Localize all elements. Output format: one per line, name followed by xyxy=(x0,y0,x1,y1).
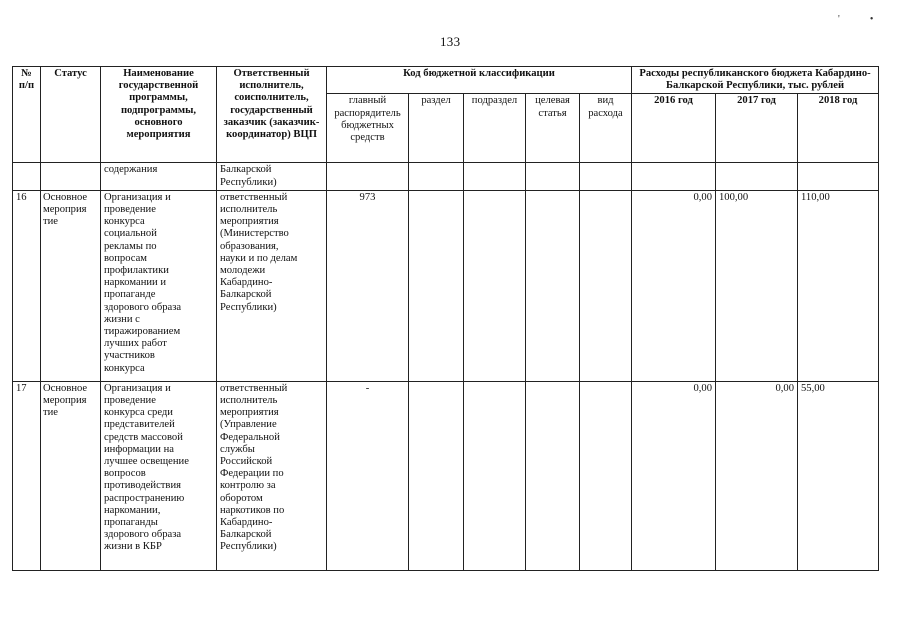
header-2017: 2017 год xyxy=(716,94,798,163)
cell-empty xyxy=(580,163,632,190)
header-target: целевая статья xyxy=(526,94,580,163)
header-expense-type: вид расхода xyxy=(580,94,632,163)
cell-empty xyxy=(41,163,101,190)
continuation-name: содержания xyxy=(101,163,217,190)
row-section xyxy=(409,190,464,381)
continuation-responsible: Балкарской Республики) xyxy=(217,163,327,190)
row-2017: 100,00 xyxy=(716,190,798,381)
header-budget-code: Код бюджетной классификации xyxy=(327,67,632,94)
cell-empty xyxy=(716,163,798,190)
row-grbs: 973 xyxy=(327,190,409,381)
row-expense-type xyxy=(580,190,632,381)
row-responsible: ответственный исполнитель мероприятия (Министерство образования, науки и по делам молодежи Кабардино- Балкарской Республики) xyxy=(217,190,327,381)
row-subsection xyxy=(464,381,526,570)
header-num: № п/п xyxy=(13,67,41,163)
cell-empty xyxy=(409,163,464,190)
row-section xyxy=(409,381,464,570)
row-name: Организация и проведение конкурса социальной рекламы по вопросам профилактики наркомании и пропаганде здорового образа жизни с тиражированием лучших работ участников конкурса xyxy=(101,190,217,381)
row-expense-type xyxy=(580,381,632,570)
page-number: 133 xyxy=(440,34,461,49)
scan-specks xyxy=(838,14,903,25)
speck-mark: ' xyxy=(838,14,840,25)
cell-empty xyxy=(526,163,580,190)
header-2018: 2018 год xyxy=(798,94,879,163)
header-grbs: главный распорядитель бюджетных средств xyxy=(327,94,409,163)
header-status: Статус xyxy=(41,67,101,163)
header-2016: 2016 год xyxy=(632,94,716,163)
row-target xyxy=(526,381,580,570)
header-row-1 xyxy=(13,67,879,94)
row-responsible: ответственный исполнитель мероприятия (Управление Федеральной службы Российской Федерации по контролю за оборотом наркотиков по Кабардино- Балкарской Республики) xyxy=(217,381,327,570)
row-2016: 0,00 xyxy=(632,190,716,381)
header-section: раздел xyxy=(409,94,464,163)
row-status: Основное мероприя тие xyxy=(41,381,101,570)
cell-empty xyxy=(327,163,409,190)
cell-empty xyxy=(632,163,716,190)
speck-mark: • xyxy=(869,14,874,25)
header-name: Наименование государственной программы, подпрограммы, основного мероприятия xyxy=(101,67,217,163)
table-row xyxy=(13,190,879,381)
row-2016: 0,00 xyxy=(632,381,716,570)
row-num: 16 xyxy=(13,190,41,381)
row-2018: 55,00 xyxy=(798,381,879,570)
budget-table xyxy=(12,66,879,571)
row-target xyxy=(526,190,580,381)
cell-empty xyxy=(13,163,41,190)
row-2017: 0,00 xyxy=(716,381,798,570)
row-grbs: - xyxy=(327,381,409,570)
header-subsection: подраздел xyxy=(464,94,526,163)
cell-empty xyxy=(464,163,526,190)
continuation-row xyxy=(13,163,879,190)
header-responsible: Ответственный исполнитель, соисполнитель, государственный заказчик (заказчик-координатор) ВЦП xyxy=(217,67,327,163)
row-name: Организация и проведение конкурса среди представителей средств массовой информации на лучшее освещение вопросов противодействия распространению наркомании, пропаганды здорового образа жизни в КБР xyxy=(101,381,217,570)
row-subsection xyxy=(464,190,526,381)
cell-empty xyxy=(798,163,879,190)
row-2018: 110,00 xyxy=(798,190,879,381)
row-num: 17 xyxy=(13,381,41,570)
row-status: Основное мероприя тие xyxy=(41,190,101,381)
header-expenses: Расходы республиканского бюджета Кабардино-Балкарской Республики, тыс. рублей xyxy=(632,67,879,94)
table-row xyxy=(13,381,879,570)
